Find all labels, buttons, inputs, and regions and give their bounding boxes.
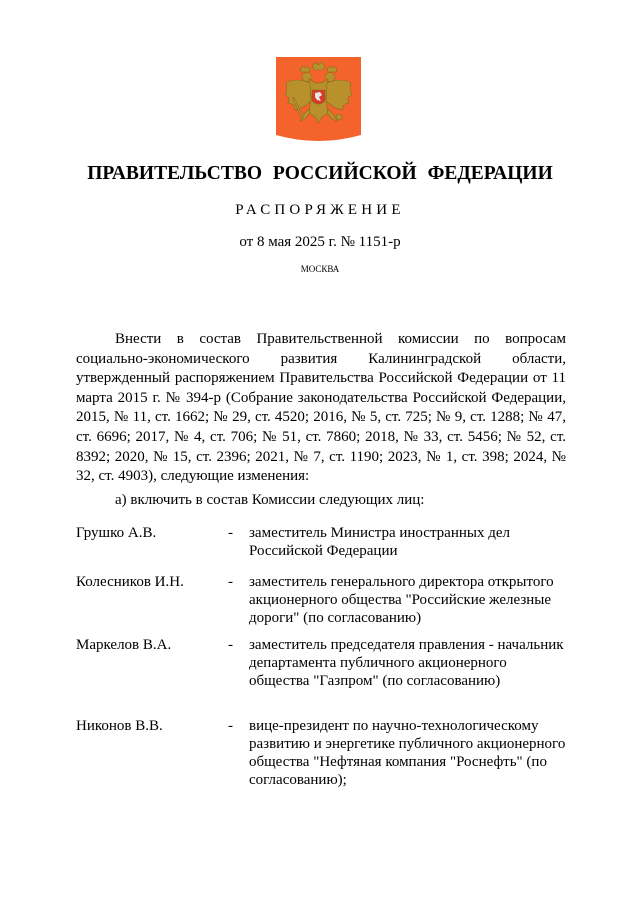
- document-date-number: от 8 мая 2025 г. № 1151-р: [239, 234, 401, 250]
- person-dash: -: [228, 637, 233, 653]
- person-position: вице-президент по научно-технологическому развитию и энергетике публичного акционерного общества "Нефтяная компания "Роснефть" (по согласованию);: [249, 718, 566, 788]
- person-name: Колесников И.Н.: [76, 574, 184, 590]
- person-dash: -: [228, 574, 233, 590]
- person-position: заместитель генерального директора открытого акционерного общества "Российские железные дороги" (по согласованию): [249, 574, 554, 626]
- person-name: Грушко А.В.: [76, 525, 157, 541]
- person-name: Маркелов В.А.: [76, 637, 172, 653]
- person-dash: -: [228, 718, 233, 734]
- russian-coat-of-arms-icon: [276, 57, 361, 143]
- person-position: заместитель Министра иностранных дел Российской Федерации: [249, 525, 510, 559]
- intro-paragraph: Внести в состав Правительственной комиссии по вопросам социально-экономического развития Калининградской области, утвержденный распоряжением Правительства Российской Федерации от 11 марта 2015 г. № 394-р (Собрание законодательства Российской Федерации, 2015, № 11, ст. 1662; № 29, ст. 4520; 2016, № 5, ст. 725; № 9, ст. 1288; № 47, ст. 6696; 2017, № 4, ст. 706; № 51, ст. 7860; 2018, № 33, ст. 5456; № 52, ст. 8392; 2020, № 15, ст. 2396; 2021, № 7, ст. 1190; 2023, № 1, ст. 398; 2024, № 32, ст. 4903), следующие изменения:: [76, 331, 566, 485]
- person-name: Никонов В.В.: [76, 718, 163, 734]
- document-city: МОСКВА: [300, 264, 340, 274]
- government-title: ПРАВИТЕЛЬСТВО РОССИЙСКОЙ ФЕДЕРАЦИИ: [87, 163, 553, 184]
- document-type: РАСПОРЯЖЕНИЕ: [235, 202, 405, 218]
- item-a-text: а) включить в состав Комиссии следующих лиц:: [115, 492, 425, 508]
- person-position: заместитель председателя правления - начальник департамента публичного акционерного общества "Газпром" (по согласованию): [249, 637, 564, 689]
- person-dash: -: [228, 525, 233, 541]
